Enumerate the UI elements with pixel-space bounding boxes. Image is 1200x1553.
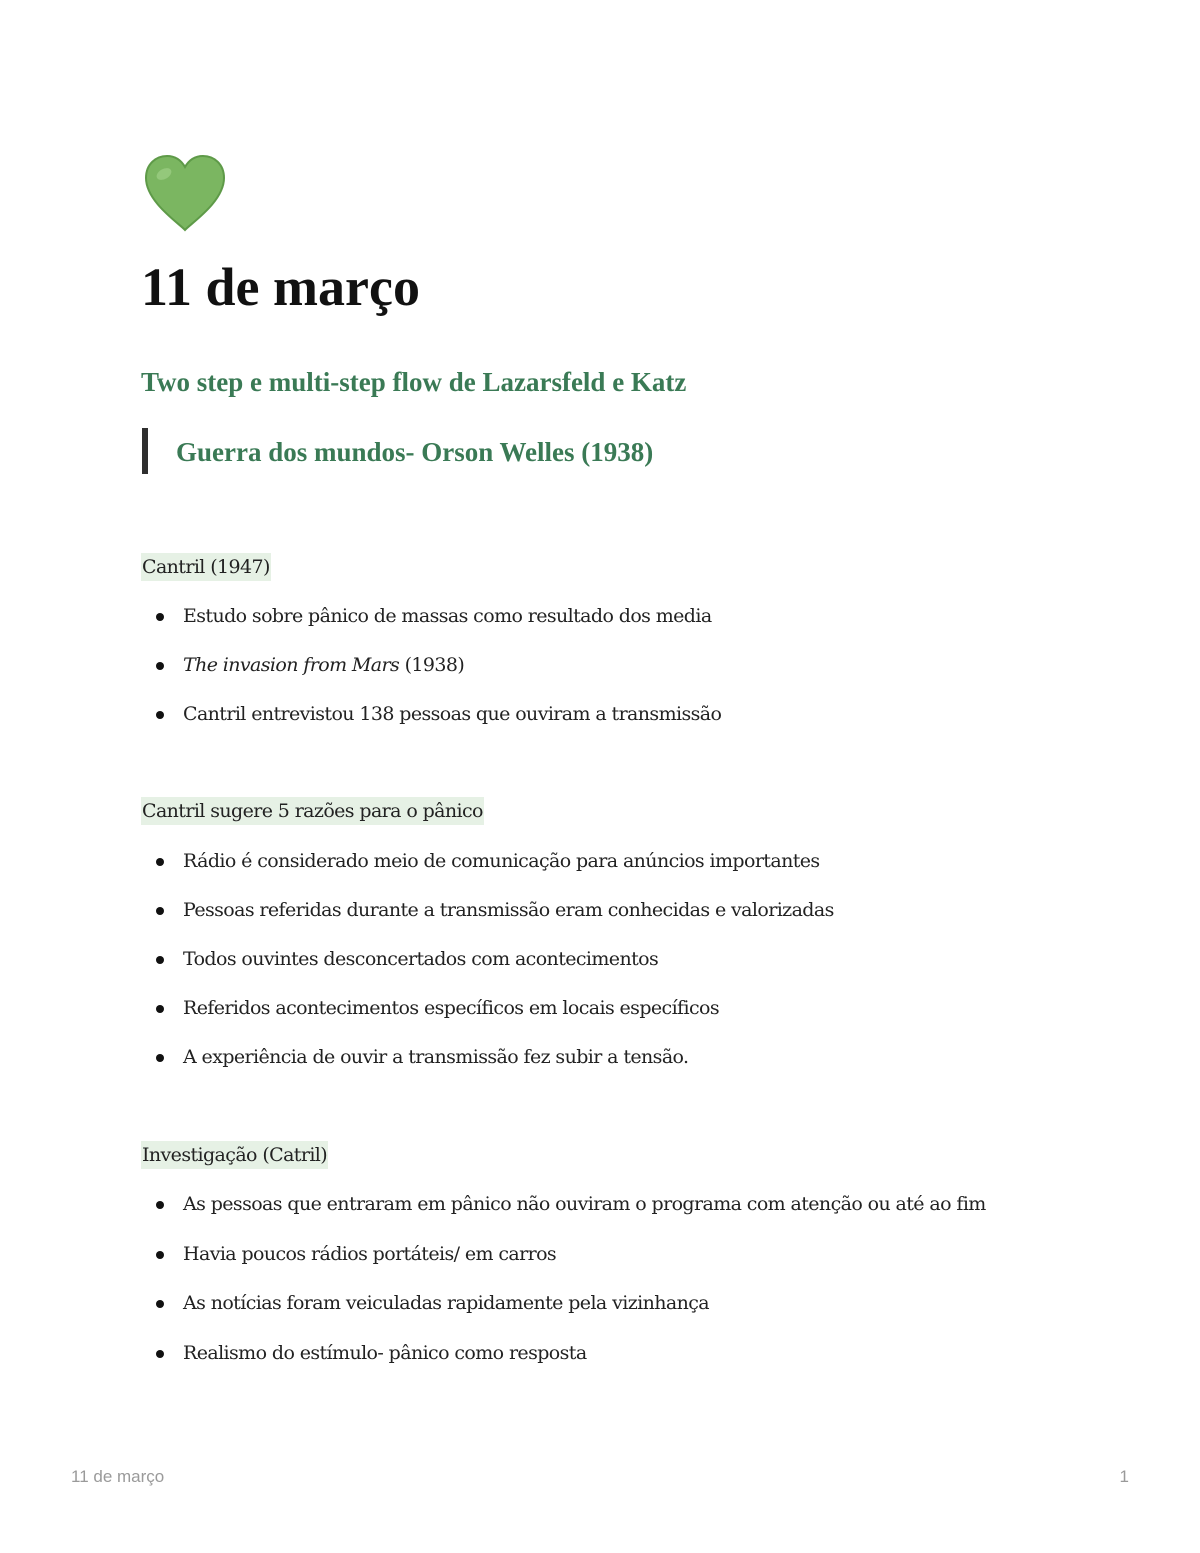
list-item: Estudo sobre pânico de massas como resultado dos media <box>183 605 712 627</box>
list-item-italic: The invasion from Mars <box>183 654 400 676</box>
bullet-icon <box>156 613 164 621</box>
bullet-icon <box>156 662 164 670</box>
list-item: Havia poucos rádios portáteis/ em carros <box>183 1243 557 1265</box>
heading-guerra-dos-mundos: Guerra dos mundos- Orson Welles (1938) <box>176 437 654 467</box>
heading-two-step-flow: Two step e multi-step flow de Lazarsfeld e Katz <box>141 367 687 397</box>
section-label-cinco-razoes: Cantril sugere 5 razões para o pânico <box>141 797 484 825</box>
list-item-rest: (1938) <box>399 654 465 676</box>
bullet-icon <box>156 956 164 964</box>
list-item: Referidos acontecimentos específicos em locais específicos <box>183 997 719 1019</box>
bullet-icon <box>156 1201 164 1209</box>
bullet-icon <box>156 907 164 915</box>
bullet-icon <box>156 1005 164 1013</box>
bullet-icon <box>156 1300 164 1308</box>
section-label-investigacao: Investigação (Catril) <box>141 1141 328 1169</box>
list-item: Pessoas referidas durante a transmissão eram conhecidas e valorizadas <box>183 899 834 921</box>
bullet-icon <box>156 1251 164 1259</box>
list-item: Realismo do estímulo- pânico como resposta <box>183 1342 587 1364</box>
footer-title: 11 de março <box>71 1467 165 1486</box>
bullet-icon <box>156 1350 164 1358</box>
list-item: Todos ouvintes desconcertados com acontecimentos <box>183 948 659 970</box>
list-item: As pessoas que entraram em pânico não ouviram o programa com atenção ou até ao fim <box>183 1193 986 1215</box>
list-item: Cantril entrevistou 138 pessoas que ouviram a transmissão <box>183 703 722 725</box>
list-item <box>183 651 464 679</box>
quote-bar <box>142 428 148 474</box>
list-item: Rádio é considerado meio de comunicação para anúncios importantes <box>183 850 820 872</box>
page-number: 1 <box>1119 1467 1129 1486</box>
bullet-icon <box>156 1054 164 1062</box>
list-item: As notícias foram veiculadas rapidamente pela vizinhança <box>183 1292 710 1314</box>
bullet-icon <box>156 711 164 719</box>
bullet-icon <box>156 858 164 866</box>
section-label-cantril: Cantril (1947) <box>141 553 271 581</box>
green-heart-icon <box>142 152 228 232</box>
page-title: 11 de março <box>141 257 420 317</box>
list-item: A experiência de ouvir a transmissão fez subir a tensão. <box>183 1046 689 1068</box>
